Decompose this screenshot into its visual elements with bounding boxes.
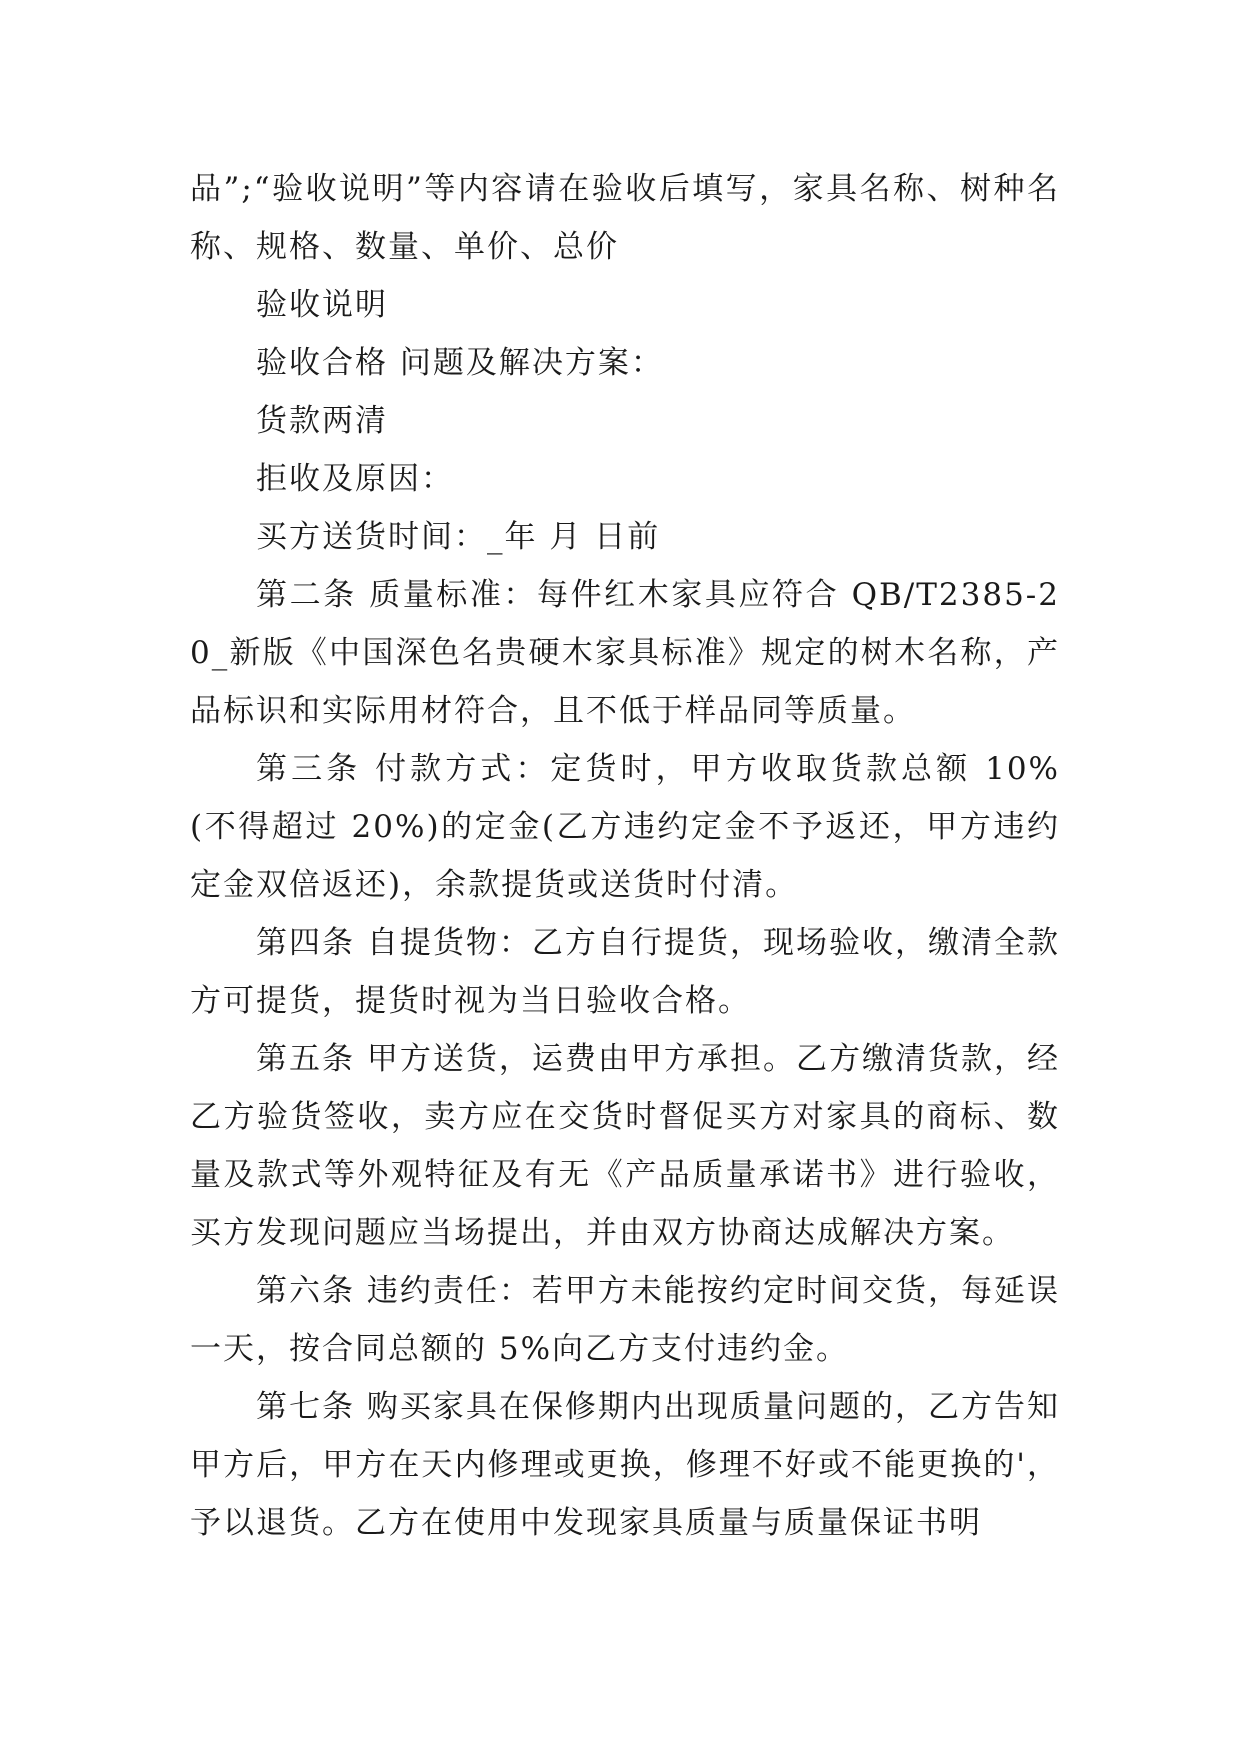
article-2-quality-standard: 第二条 质量标准：每件红木家具应符合 QB/T2385-20_新版《中国深色名贵硬木家具标准》规定的树木名称，产品标识和实际用材符合，且不低于样品同等质量。 — [190, 577, 1060, 729]
article-3-payment-method: 第三条 付款方式：定货时，甲方收取货款总额 10%(不得超过 20%)的定金(乙方违约定金不予返还，甲方违约定金双倍返还)，余款提货或送货时付清。 — [190, 751, 1060, 903]
paragraph-rejection-reason: 拒收及原因： — [256, 461, 454, 497]
paragraph-acceptance-heading: 验收说明 — [256, 287, 388, 323]
paragraph-acceptance-note: 品”;“验收说明”等内容请在验收后填写，家具名称、树种名称、规格、数量、单价、总价 — [190, 171, 1060, 265]
article-6-liability: 第六条 违约责任：若甲方未能按约定时间交货，每延误一天，按合同总额的 5%向乙方支付违约金。 — [190, 1273, 1060, 1367]
article-5-delivery: 第五条 甲方送货，运费由甲方承担。乙方缴清货款，经乙方验货签收，卖方应在交货时督促买方对家具的商标、数量及款式等外观特征及有无《产品质量承诺书》进行验收，买方发现问题应当场提出，并由双方协商达成解决方案。 — [190, 1041, 1060, 1251]
paragraph-acceptance-issues: 验收合格 问题及解决方案： — [256, 345, 664, 381]
article-4-self-pickup: 第四条 自提货物：乙方自行提货，现场验收，缴清全款方可提货，提货时视为当日验收合格。 — [190, 925, 1060, 1019]
article-7-warranty: 第七条 购买家具在保修期内出现质量问题的，乙方告知甲方后，甲方在天内修理或更换，修理不好或不能更换的'，予以退货。乙方在使用中发现家具质量与质量保证书明 — [190, 1389, 1060, 1541]
paragraph-payment-settled: 货款两清 — [256, 403, 388, 439]
paragraph-delivery-time: 买方送货时间：_年 月 日前 — [256, 519, 661, 555]
document-body — [190, 160, 1060, 1552]
